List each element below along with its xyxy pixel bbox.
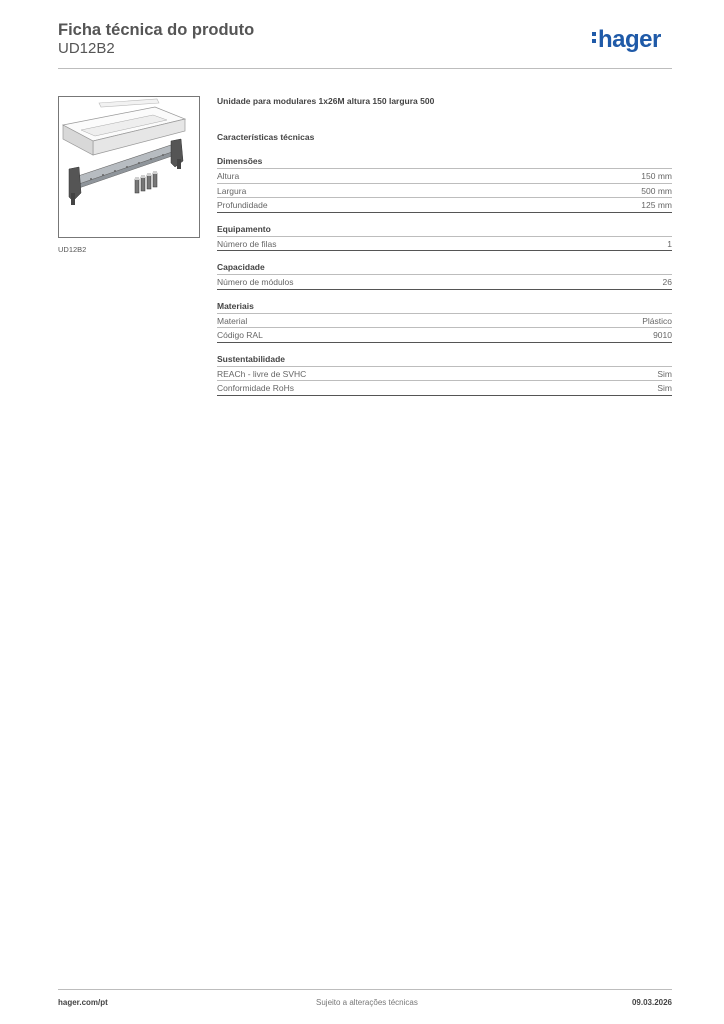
spec-value: 1 (667, 238, 672, 249)
spec-row (217, 381, 672, 396)
spec-group-title: Equipamento (217, 224, 672, 237)
spec-row (217, 184, 672, 199)
spec-row (217, 198, 672, 213)
spec-label: Altura (217, 171, 240, 181)
characteristics-heading: Características técnicas (217, 132, 315, 142)
spec-value: 125 mm (641, 200, 672, 210)
spec-value: Sim (657, 383, 672, 393)
spec-group (217, 354, 672, 396)
footer-website[interactable]: hager.com/pt (58, 998, 108, 1007)
image-caption: UD12B2 (58, 245, 87, 254)
header-divider (58, 68, 672, 69)
spec-label: Código RAL (217, 330, 263, 340)
spec-row (217, 237, 672, 252)
spec-group (217, 262, 672, 290)
spec-label: Número de filas (217, 238, 277, 249)
footer-note: Sujeito a alterações técnicas (316, 998, 418, 1007)
spec-value: 500 mm (641, 185, 672, 196)
product-details (217, 96, 672, 407)
spec-value: 150 mm (641, 171, 672, 181)
spec-row (217, 314, 672, 329)
spec-label: Número de módulos (217, 277, 294, 287)
footer-divider (58, 989, 672, 990)
spec-row (217, 367, 672, 382)
spec-group-title: Materiais (217, 301, 672, 314)
spec-label: Conformidade RoHs (217, 383, 295, 393)
spec-value: Sim (657, 368, 672, 379)
product-description: Unidade para modulares 1x26M altura 150 largura 500 (217, 96, 435, 106)
spec-row (217, 169, 672, 184)
spec-group-title: Dimensões (217, 156, 672, 169)
spec-value: 9010 (653, 330, 672, 340)
spec-value: 26 (662, 277, 672, 287)
product-code: UD12B2 (58, 40, 115, 57)
characteristics-groups (217, 156, 672, 396)
footer-date: 09.03.2026 (631, 998, 672, 1007)
spec-group-title: Sustentabilidade (217, 354, 672, 367)
spec-row (217, 275, 672, 290)
spec-row (217, 328, 672, 343)
spec-value: Plástico (642, 315, 672, 326)
spec-group (217, 156, 672, 213)
spec-label: Material (217, 315, 248, 326)
spec-group (217, 224, 672, 252)
product-image (58, 96, 200, 238)
spec-group (217, 301, 672, 343)
spec-label: Largura (217, 185, 247, 196)
document-title: Ficha técnica do produto (58, 21, 255, 39)
hager-logo: hager (592, 28, 661, 52)
spec-label: Profundidade (217, 200, 268, 210)
spec-group-title: Capacidade (217, 262, 672, 275)
spec-label: REACh - livre de SVHC (217, 368, 307, 379)
